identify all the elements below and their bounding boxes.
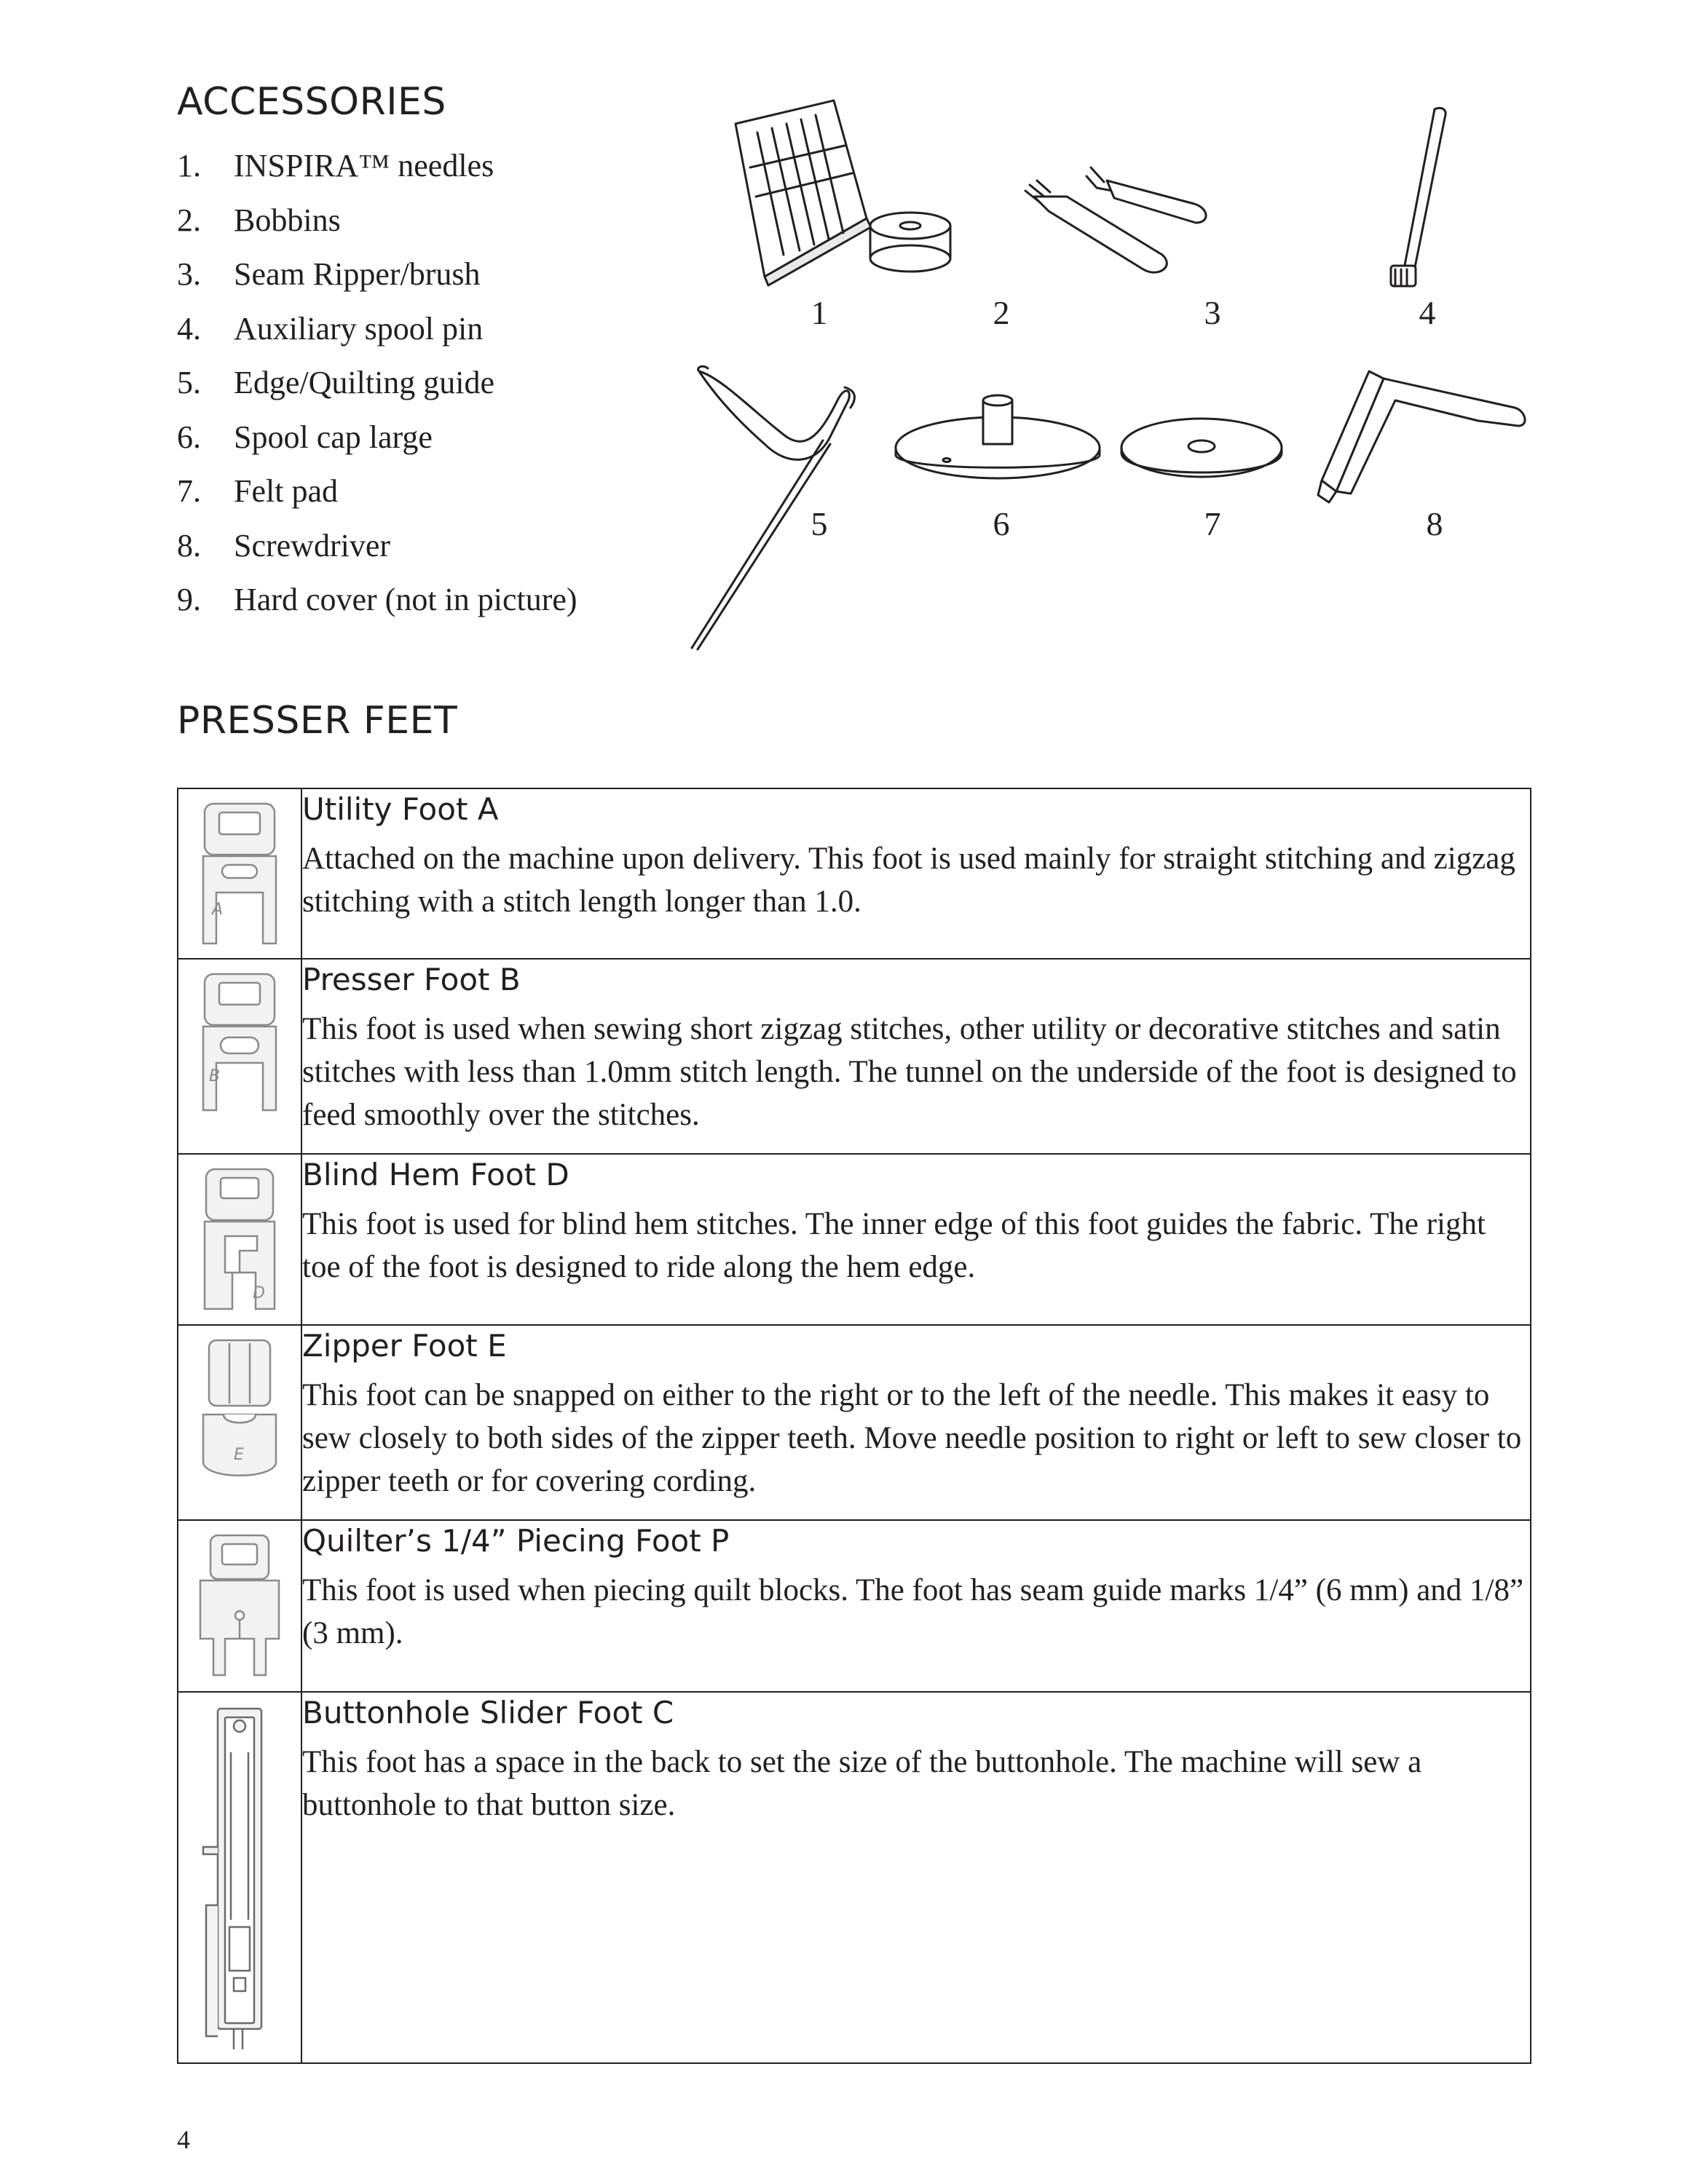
- foot-description: This foot is used when sewing short zigzag stitches, other utility or decorative stitches and satin stitches with less than 1.0mm stitch length. The tunnel on the underside of the foot is designed to feed smoothly over the stitches.: [302, 1012, 1517, 1132]
- table-row: [178, 1154, 1531, 1325]
- figure-label: 7: [1204, 505, 1221, 542]
- figure-label: 4: [1419, 294, 1436, 331]
- table-row: [178, 1520, 1531, 1692]
- accessory-label: Bobbins: [234, 202, 341, 238]
- page-number: 4: [177, 2125, 190, 2154]
- accessory-label: Spool cap large: [234, 419, 433, 455]
- accessory-label: Edge/Quilting guide: [234, 365, 495, 400]
- felt-pad-icon: [1121, 419, 1282, 477]
- foot-name: Buttonhole Slider Foot C: [302, 1695, 674, 1730]
- piecing-foot-icon: [196, 1530, 283, 1682]
- zipper-foot-icon: [196, 1334, 283, 1487]
- list-item: 3. Seam Ripper/brush: [177, 256, 481, 292]
- list-item: 8. Screwdriver: [177, 527, 391, 563]
- accessory-label: Screwdriver: [234, 527, 391, 563]
- foot-name: Utility Foot A: [302, 791, 499, 827]
- accessory-label: INSPIRA™ needles: [234, 148, 494, 183]
- table-row: [178, 1325, 1531, 1520]
- figure-label: 8: [1426, 505, 1443, 542]
- accessories-figure: [641, 95, 1551, 662]
- figure-label: 1: [811, 294, 828, 331]
- svg-text:E: E: [234, 1446, 244, 1464]
- list-item: 6. Spool cap large: [177, 419, 433, 455]
- figure-label: 6: [993, 505, 1010, 542]
- buttonhole-foot-icon: [196, 1701, 283, 2051]
- accessory-label: Auxiliary spool pin: [234, 310, 484, 347]
- figure-label: 3: [1204, 294, 1221, 331]
- seam-ripper-icon: [1025, 167, 1206, 272]
- list-item: 5. Edge/Quilting guide: [177, 365, 495, 400]
- foot-name: Blind Hem Foot D: [302, 1157, 569, 1192]
- foot-description: This foot is used when piecing quilt blocks. The foot has seam guide marks 1/4” (6 mm) and 1/8” (3 mm).: [302, 1573, 1524, 1650]
- list-item: 7. Felt pad: [177, 473, 338, 509]
- presser-feet-heading: PRESSER FEET: [177, 699, 458, 743]
- accessories-heading: ACCESSORIES: [177, 80, 446, 124]
- foot-description: Attached on the machine upon delivery. This foot is used mainly for straight stitching and zigzag stitching with a stitch length longer than 1.0.: [302, 842, 1515, 919]
- table-row: [178, 788, 1531, 959]
- accessories-list: [177, 144, 577, 633]
- bobbin-icon: [870, 213, 950, 272]
- presser-foot-b-icon: [196, 968, 283, 1121]
- foot-name: Quilter’s 1/4” Piecing Foot P: [302, 1523, 730, 1559]
- foot-name: Presser Foot B: [302, 962, 521, 997]
- screwdriver-icon: [1318, 371, 1525, 502]
- accessory-label: Felt pad: [234, 473, 338, 509]
- svg-text:D: D: [253, 1284, 265, 1302]
- table-row: [178, 1692, 1531, 2063]
- foot-description: This foot is used for blind hem stitches. The inner edge of this foot guides the fabric. The right toe of the foot is designed to ride along the hem edge.: [302, 1207, 1486, 1284]
- spool-pin-icon: [1391, 108, 1446, 287]
- quilting-guide-icon: [692, 366, 854, 649]
- list-item: 9. Hard cover (not in picture): [177, 582, 577, 617]
- list-item: 4. Auxiliary spool pin: [177, 310, 484, 347]
- table-row: [178, 959, 1531, 1154]
- accessory-label: Hard cover (not in picture): [234, 582, 577, 617]
- foot-description: This foot can be snapped on either to the right or to the left of the needle. This makes it easy to sew closely to both sides of the zipper teeth. Move needle position to right or left to sew closer to zipper teeth or for covering cording.: [302, 1378, 1522, 1498]
- needle-pack-icon: [735, 100, 871, 285]
- list-item: 2. Bobbins: [177, 202, 341, 238]
- foot-name: Zipper Foot E: [302, 1328, 507, 1364]
- foot-description: This foot has a space in the back to set the size of the buttonhole. The machine will sew a buttonhole to that button size.: [302, 1745, 1422, 1822]
- svg-text:B: B: [209, 1067, 221, 1085]
- list-item: 1. INSPIRA™ needles: [177, 148, 494, 183]
- svg-text:A: A: [212, 901, 224, 919]
- presser-feet-table: [177, 788, 1531, 2064]
- utility-foot-icon: [196, 798, 283, 951]
- figure-label: 2: [993, 294, 1010, 331]
- spool-cap-icon: [896, 395, 1100, 478]
- figure-label: 5: [811, 505, 828, 542]
- accessory-label: Seam Ripper/brush: [234, 256, 481, 292]
- blind-hem-foot-icon: [196, 1163, 283, 1316]
